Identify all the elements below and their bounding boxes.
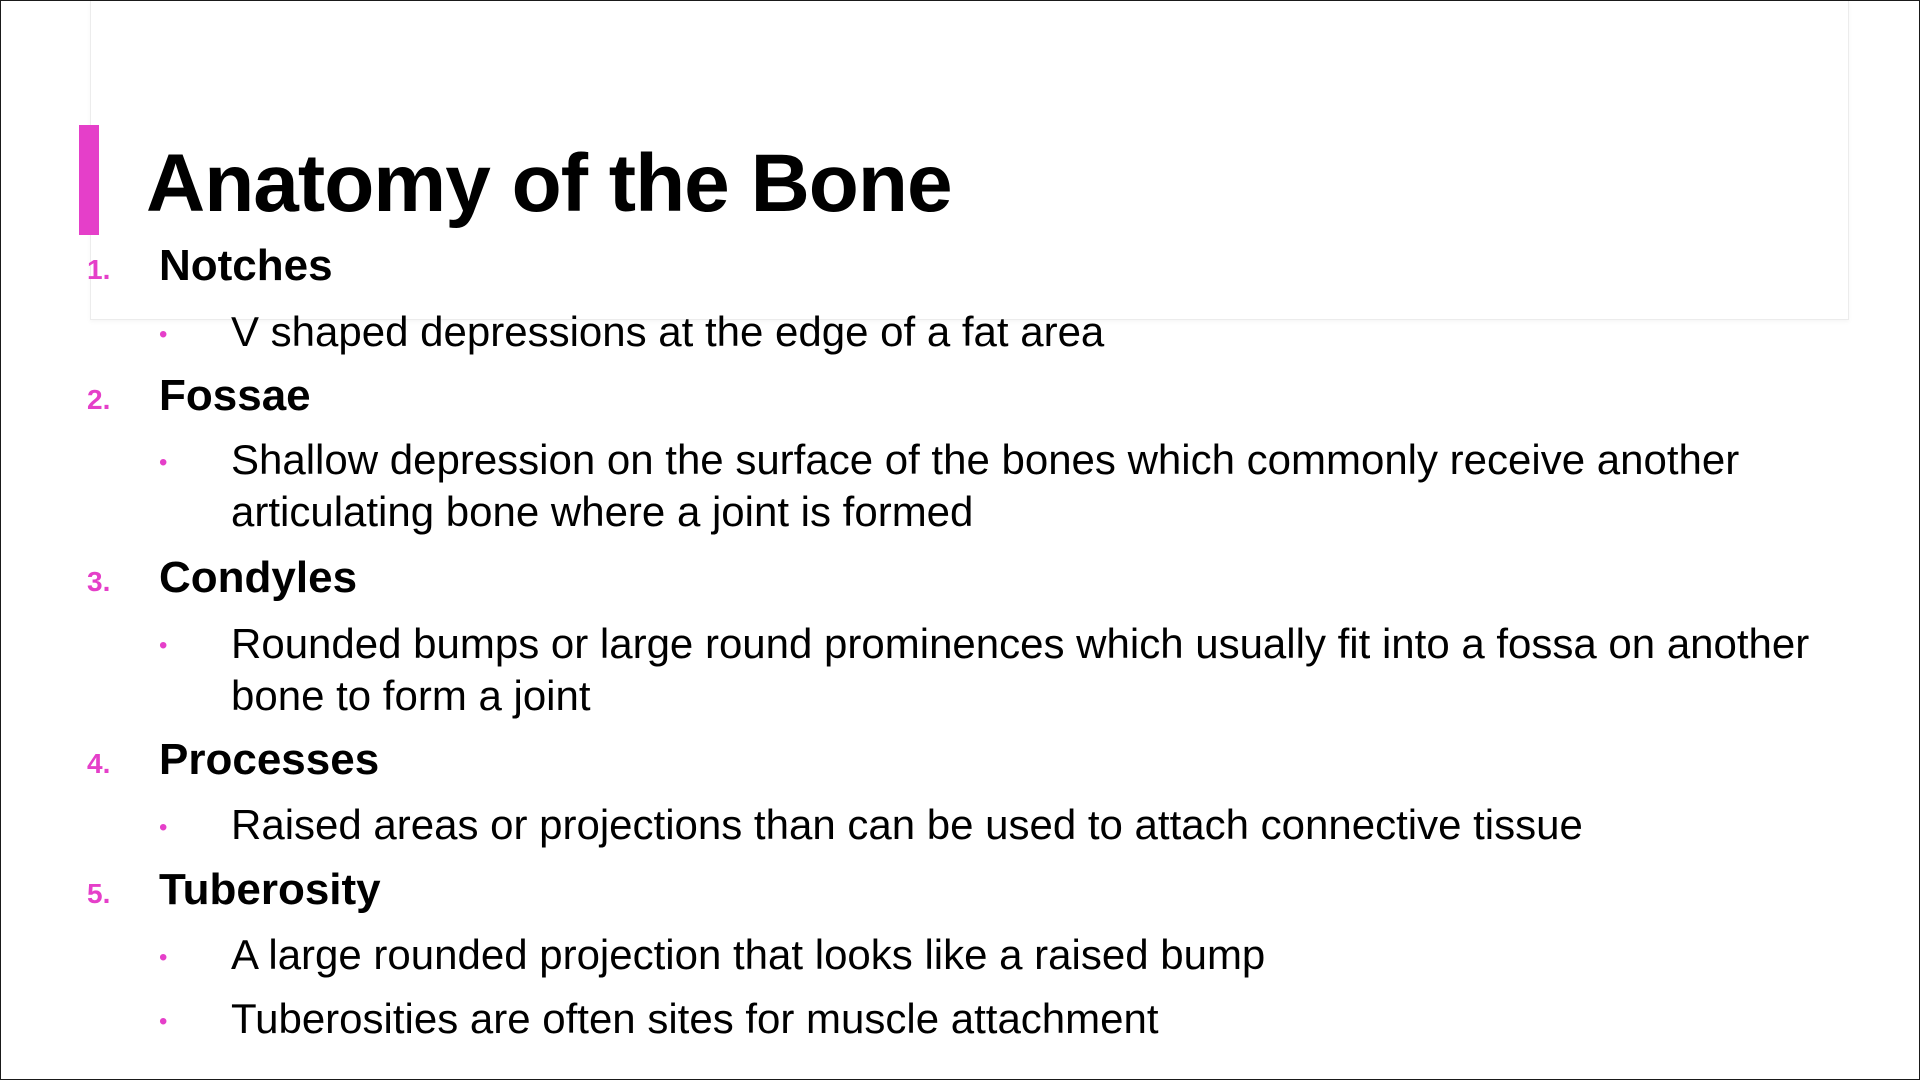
- item-number: 2.: [87, 384, 111, 415]
- item-number: 4.: [87, 748, 111, 779]
- item-heading-processes: Processes: [159, 735, 380, 784]
- item-heading-notches: Notches: [159, 241, 333, 290]
- item-point: Rounded bumps or large round prominences which usually fit into a fossa on another bone to form a joint: [231, 620, 1810, 719]
- item-heading-fossae: Fossae: [159, 371, 311, 420]
- item-number: 5.: [87, 878, 111, 909]
- item-heading-condyles: Condyles: [159, 553, 358, 602]
- bullet-icon: •: [159, 1008, 168, 1035]
- item-point: A large rounded projection that looks like a raised bump: [231, 931, 1266, 978]
- bullet-icon: •: [159, 814, 168, 841]
- slide-content: [1, 1, 1919, 1079]
- slide-title: Anatomy of the Bone: [146, 138, 952, 229]
- item-heading-tuberosity: Tuberosity: [159, 865, 381, 914]
- item-point: V shaped depressions at the edge of a fat area: [231, 308, 1105, 355]
- bullet-icon: •: [159, 321, 168, 348]
- item-point: Raised areas or projections than can be used to attach connective tissue: [231, 801, 1583, 848]
- item-number: 3.: [87, 566, 111, 597]
- item-point: Shallow depression on the surface of the bones which commonly receive another articulating bone where a joint is formed: [231, 436, 1740, 535]
- bullet-icon: •: [159, 449, 168, 476]
- bullet-icon: •: [159, 944, 168, 971]
- bullet-icon: •: [159, 632, 168, 659]
- item-point: Tuberosities are often sites for muscle attachment: [231, 995, 1159, 1042]
- item-number: 1.: [87, 254, 111, 285]
